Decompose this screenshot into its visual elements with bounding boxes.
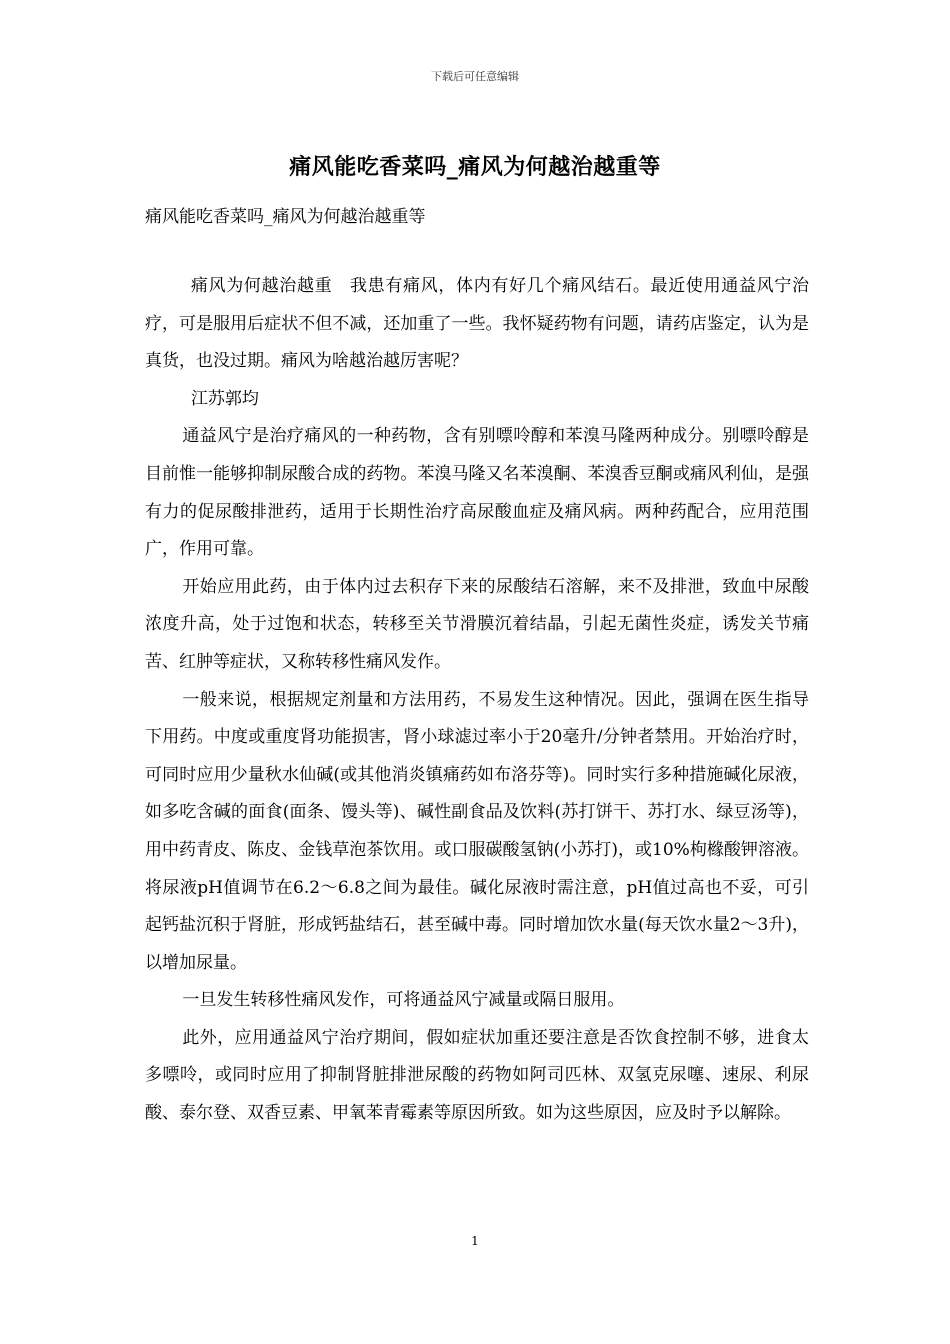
paragraph-dose-adjust: 一旦发生转移性痛风发作，可将通益风宁减量或隔日服用。 [182,990,625,1011]
paragraph-question: 痛风为何越治越重 我患有痛风，体内有好几个痛风结石。最近使用通益风宁治疗，可是服用后症状不但不减，还加重了一些。我怀疑药物有问题，请药店鉴定，认为是真货，也没过期。痛风为啥越治越厉害呢？ [145,276,809,372]
paragraph-initial-use: 开始应用此药，由于体内过去积存下来的尿酸结石溶解，来不及排泄，致血中尿酸浓度升高，处于过饱和状态，转移至关节滑膜沉着结晶，引起无菌性炎症，诱发关节痛苦、红肿等症状，又称转移性痛风发作。 [145,576,809,672]
page-number: 1 [471,1234,479,1248]
paragraph-signature: 江苏郭均 [190,388,259,409]
document-body [145,268,809,1133]
paragraph-drug-intro: 通益风宁是治疗痛风的一种药物，含有别嘌呤醇和苯溴马隆两种成分。别嘌呤醇是目前惟一能够抑制尿酸合成的药物。苯溴马隆又名苯溴酮、苯溴香豆酮或痛风利仙，是强有力的促尿酸排泄药，适用于长期性治疗高尿酸血症及痛风病。两种药配合，应用范围广，作用可靠。 [145,426,809,560]
document-title: 痛风能吃香菜吗_痛风为何越治越重等 [289,155,661,180]
header-note: 下载后可任意编辑 [431,70,519,83]
paragraph-other-causes: 此外，应用通益风宁治疗期间，假如症状加重还要注意是否饮食控制不够，进食太多嘌呤，或同时应用了抑制肾脏排泄尿酸的药物如阿司匹林、双氢克尿噻、速尿、利尿酸、泰尔登、双香豆素、甲氧苯青霉素等原因所致。如为这些原因，应及时予以解除。 [145,1027,809,1124]
paragraph-guidance: 一般来说，根据规定剂量和方法用药，不易发生这种情况。因此，强调在医生指导下用药。中度或重度肾功能损害，肾小球滤过率小于20毫升/分钟者禁用。开始治疗时，可同时应用少量秋水仙碱(或其他消炎镇痛药如布洛芬等)。同时实行多种措施碱化尿液，如多吃含碱的面食(面条、馒头等)、碱性副食品及饮料(苏打饼干、苏打水、绿豆汤等)，用中药青皮、陈皮、金钱草泡茶饮用。或口服碳酸氢钠(小苏打)，或10%枸橼酸钾溶液。将尿液pH值调节在6.2～6.8之间为最佳。碱化尿液时需注意，pH值过高也不妥，可引起钙盐沉积于肾脏，形成钙盐结石，甚至碱中毒。同时增加饮水量(每天饮水量2～3升)，以增加尿量。 [145,689,809,973]
document-subtitle: 痛风能吃香菜吗_痛风为何越治越重等 [145,207,426,227]
